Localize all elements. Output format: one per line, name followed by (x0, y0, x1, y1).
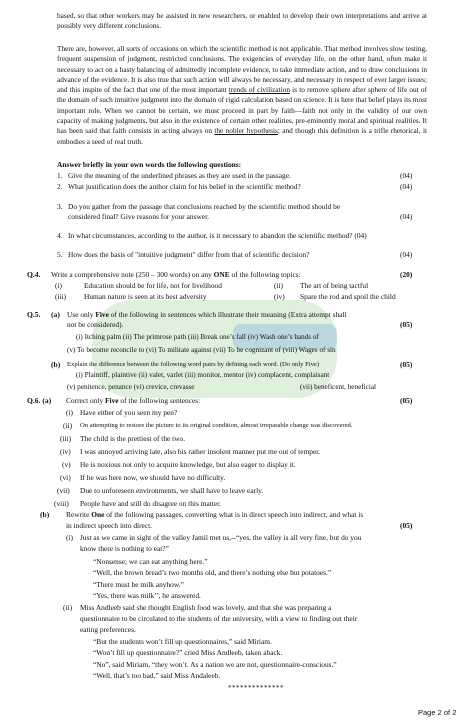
passage-num: (i) (66, 533, 73, 542)
passage-line: “Well, that’s too bad,” said Miss Andaleeb. (93, 671, 221, 680)
topic-text: Human nature is seen at its best adversity (84, 292, 207, 301)
marks: (05) (400, 360, 413, 369)
topic-num: (ii) (274, 281, 284, 290)
sentence-num: (viii) (54, 499, 69, 508)
passage-line: know there is nothing to eat?” (80, 544, 169, 553)
marks: (05) (400, 396, 413, 405)
q3-item-num: 2. (57, 182, 63, 191)
q5b-label: (b) (51, 360, 61, 369)
sentence-num: (vii) (57, 486, 70, 495)
q3-item-num: 5. (57, 250, 63, 259)
passage-line: “Well, the brown bread’s two months old, and there’s nothing else but potatoes.” (93, 568, 332, 577)
q3-item-text: In what circumstances, according to the author, is it necessary to abandon the scientific method? (04) (68, 231, 367, 240)
q5a-label: (a) (51, 310, 60, 319)
passage-text: There are, however, all sorts of occasions on which the scientific method is not applicable. That method involves slow testing, frequent suspension of judgment, restricted conclusions. The exigencies of everyday life, on the other hand, often make it necessary to act on a hasty balancing of admittedly incomplete evidence, to take immediate action, and to draw conclusions in advance of the evidence. It is also true that such action will always be necessary, and necessary in respect of ever larger issues; and this inspite of the fact that one of the most important (57, 44, 427, 95)
passage-line: “There must be milk anyhow.” (93, 580, 184, 589)
q6a-instruction (66, 396, 200, 405)
underlined-phrase: the nobler hypothesis (214, 126, 278, 136)
sentence-text: The child is the prettiest of the two. (80, 434, 186, 443)
sentence-text: He is noxious not only to acquire knowledge, but also eager to display it. (80, 460, 296, 469)
marks: (04) (400, 212, 413, 221)
passage-text: is to remove sphere after sphere of life out of the domain of such intuitive judgment into the domain of rigid calculation based on science. It is here that belief plays its most important role. When we cannot be certain, we must proceed in part by faith—faith not only in the validity of our own capacity of making judgments, but also in the existence of certain other realities, pre-eminently moral and spiritual realities. It has been said that faith consists in acting always on (57, 85, 428, 136)
passage-line: “Nonsense; we can eat anything here.” (93, 557, 208, 566)
q5a-text: Use only (67, 310, 96, 319)
q6b-text: Rewrite (66, 510, 92, 519)
q5b-pairs-row: (vii) beneficent, beneficial (300, 383, 377, 391)
passage-paragraph-1 (57, 11, 427, 32)
q3-item-text: What justification does the author claim for his belief in the scientific method? (68, 182, 301, 191)
q4-label: Q.4. (27, 270, 41, 279)
passage-line: eating preferences. (80, 625, 136, 634)
q5a-idioms-row: (v) To become reconcile to (vi) To militate against (vii) To be cognizant of (viii) Wages of sin (67, 346, 336, 354)
underlined-phrase: trends of civilization (228, 85, 290, 95)
end-separator: ************** (228, 684, 284, 692)
passage-paragraph-2 (57, 44, 427, 147)
q3-item-num: 3. (57, 202, 63, 211)
sentence-num: (iv) (60, 447, 71, 456)
q6b-label: (b) (40, 510, 50, 519)
q5a-text: of the following in sentences which illustrate their meaning (Extra attempt shall (108, 310, 347, 319)
q4-text: Write a comprehensive note (250 – 300 words) on any (51, 270, 214, 279)
passage-line: Miss Andleeb said she thought English food was lovely, and that she was preparing a (80, 603, 332, 612)
q6b-instruction (66, 510, 363, 519)
sentence-text: Due to unforeseen environments, we shall have to leave early. (80, 486, 264, 495)
passage-num: (ii) (63, 603, 73, 612)
passage-text: ; and though this definition is a trifle rhetorical, it embodies a seed of real truth. (57, 126, 428, 146)
sentence-text: If he was here now, we should have no difficulty. (80, 473, 226, 482)
q3-item-text: considered final? Give reasons for your answer. (68, 212, 209, 221)
page-number: Page 2 of 2 (418, 708, 457, 717)
q5a-idioms-row: (i) Itching palm (ii) The primrose path (iii) Break one’s fall (iv) Wash one’s hands of (76, 333, 319, 341)
topic-text: Spare the rod and spoil the child (300, 292, 396, 301)
q6b-text-bold: One (91, 510, 105, 519)
sentence-num: (v) (62, 460, 71, 469)
topic-num: (i) (55, 281, 62, 290)
sentence-text: I was annoyed arriving late, also his rather insolent manner put me out of temper. (80, 447, 321, 456)
passage-line: “Yes, there was milk’’, he answered. (93, 591, 201, 600)
sentence-num: (iii) (60, 434, 72, 443)
q3-item-text: Give the meaning of the underlined phrases as they are used in the passage. (68, 171, 291, 180)
sentence-text: People have and still do disagree on this matter. (80, 499, 222, 508)
sentence-num: (ii) (63, 421, 73, 430)
q3-item-num: 4. (57, 231, 63, 240)
sentence-num: (i) (66, 408, 73, 417)
marks: (04) (400, 182, 413, 191)
q5a-text-bold: Five (95, 310, 109, 319)
q6b-instruction-cont: in indirect speech into direct. (66, 521, 152, 530)
q6a-label: Q.6. (a) (27, 396, 52, 405)
q5a-instruction (67, 310, 347, 319)
q5a-instruction-cont: not be considered). (67, 320, 124, 329)
marks: (20) (400, 270, 413, 279)
q6a-text-bold: Five (105, 396, 119, 405)
q5-label: Q.5. (27, 310, 41, 319)
q3-heading: Answer briefly in your own words the following questions: (57, 160, 242, 169)
q6a-text: Correct only (66, 396, 105, 405)
q4-text-bold: ONE (213, 270, 230, 279)
q4-text: of the following topics: (229, 270, 301, 279)
q6a-text: of the following sentences: (118, 396, 201, 405)
marks: (05) (400, 320, 413, 329)
passage-line: Just as we came in sight of the valley Jamil met us,--“yes, the valley is all very fine, but do you (80, 533, 362, 542)
sentence-num: (vi) (60, 473, 71, 482)
sentence-text: Have either of you seen my pen? (80, 408, 178, 417)
q5b-pairs-row: (i) Plaintiff, plaintive (ii) valet, varlet (iii) monitor, mentor (iv) complacent, complaisant (76, 371, 330, 379)
topic-text: The art of being tactful (300, 281, 369, 290)
q5b-instruction: Explain the difference between the following word pairs by defining each word. (Do only Five) (67, 361, 320, 368)
q3-item-num: 1. (57, 171, 63, 180)
q4-instruction (51, 270, 301, 279)
marks: (04) (400, 171, 413, 180)
sentence-text: On attempting to restore the picture to its original condition, almost irreparable change was discovered. (80, 422, 353, 429)
passage-line: “No”, said Miriam, “they won’t. As a nation we are not, questionnaire-conscious.” (93, 660, 337, 669)
topic-num: (iii) (55, 292, 67, 301)
marks: (05) (400, 521, 413, 530)
topic-text: Education should be for life, not for livelihood (84, 281, 222, 290)
passage-line: “But the students won’t fill up questionnaires,” said Miriam. (93, 637, 272, 646)
passage-line: “Won’t fill up questionnaire?” cried Miss Andleeb, taken aback. (93, 648, 283, 657)
topic-num: (iv) (274, 292, 285, 301)
q6b-text: of the following passages, converting what is in direct speech into indirect, and what is (104, 510, 364, 519)
passage-line: questionnaire to be circulated to the students of the university, with a view to finding out their (80, 614, 358, 623)
passage-text: based, so that other workers may be assisted in new researchers, or enabled to develop their own interpretations and arrive at possibly very different conclusions. (57, 11, 427, 31)
q5b-pairs-row: (v) penitence, penance (vi) crevice, crevasse (67, 383, 195, 391)
marks: (04) (400, 250, 413, 259)
q3-item-text: How does the basis of "intuitive judgment" differ from that of scientific decision? (68, 250, 310, 259)
q3-item-text: Do you gather from the passage that conclusions reached by the scientific method should be (68, 202, 341, 211)
